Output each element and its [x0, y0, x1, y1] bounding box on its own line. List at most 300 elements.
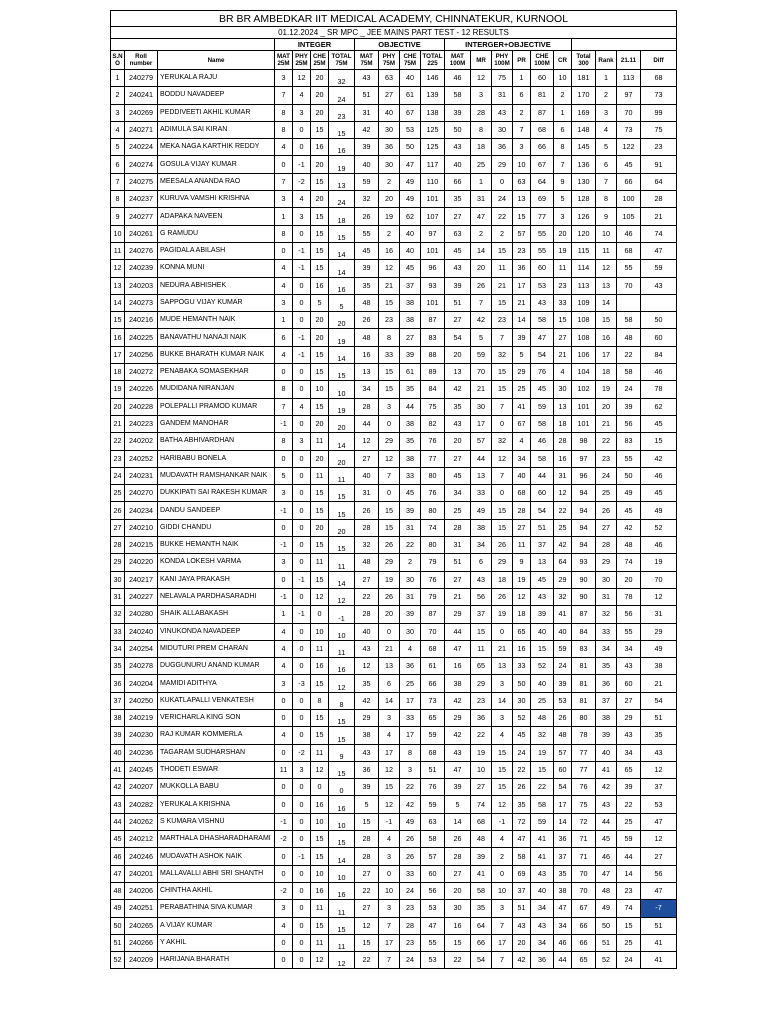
table-cell: 4	[275, 640, 293, 657]
table-cell: 48	[531, 709, 554, 726]
table-cell: 27	[617, 692, 641, 709]
table-cell: 240223	[125, 415, 158, 432]
table-cell: 10	[329, 381, 355, 398]
table-cell: 27	[445, 450, 471, 467]
table-cell: 13	[379, 658, 400, 675]
table-cell: 94	[572, 519, 596, 536]
table-cell: 46	[111, 848, 125, 865]
table-cell: 15	[329, 727, 355, 744]
table-cell: 66	[617, 173, 641, 190]
table-cell: 50	[513, 675, 531, 692]
table-cell: 27	[355, 450, 379, 467]
table-cell: 43	[513, 917, 531, 934]
table-cell: 32	[492, 433, 513, 450]
table-cell: 19	[329, 156, 355, 173]
table-row	[111, 623, 677, 640]
table-cell: 20	[311, 519, 329, 536]
table-cell: 34	[617, 744, 641, 761]
table-cell: 27	[111, 519, 125, 536]
table-cell: 0	[293, 312, 311, 329]
table-cell: 49	[400, 813, 421, 830]
table-cell: 43	[445, 139, 471, 156]
table-cell: 46	[531, 433, 554, 450]
student-name-cell: KANI JAYA PRAKASH	[158, 571, 275, 588]
table-cell: 18	[596, 364, 617, 381]
table-cell: 22	[513, 761, 531, 778]
table-cell: 21	[445, 588, 471, 605]
table-cell: 0	[293, 502, 311, 519]
table-cell: 4	[275, 260, 293, 277]
table-cell: 15	[311, 571, 329, 588]
table-cell: 9	[554, 173, 572, 190]
table-cell: 4	[513, 433, 531, 450]
student-name-cell: GIDDI CHANDU	[158, 519, 275, 536]
table-cell: 16	[513, 640, 531, 657]
table-cell: 0	[293, 277, 311, 294]
table-cell: 41	[596, 761, 617, 778]
table-cell: 0	[275, 779, 293, 796]
table-cell: 15	[492, 294, 513, 311]
table-cell: 0	[492, 173, 513, 190]
table-cell: 28	[513, 502, 531, 519]
table-cell: 12	[641, 761, 677, 778]
table-cell: 39	[355, 139, 379, 156]
table-cell: 76	[421, 571, 445, 588]
table-cell: 45	[445, 467, 471, 484]
table-cell: 27	[400, 329, 421, 346]
table-cell: 43	[111, 796, 125, 813]
table-cell: 117	[421, 156, 445, 173]
table-cell: 240245	[125, 761, 158, 778]
table-cell: 24	[329, 191, 355, 208]
table-cell: 51	[421, 761, 445, 778]
table-cell: 37	[596, 692, 617, 709]
table-cell: 48	[554, 727, 572, 744]
table-cell: 29	[492, 554, 513, 571]
column-header: CR	[554, 51, 572, 70]
column-header: PHY 100M	[492, 51, 513, 70]
table-cell: 3	[471, 87, 492, 104]
table-cell: 49	[111, 900, 125, 917]
table-cell: 0	[311, 606, 329, 623]
table-cell: 0	[293, 554, 311, 571]
table-cell: 27	[596, 519, 617, 536]
table-cell: 38	[355, 727, 379, 744]
table-cell: 4	[293, 87, 311, 104]
table-cell: 63	[513, 173, 531, 190]
table-cell: 15	[329, 537, 355, 554]
table-cell: 46	[554, 934, 572, 951]
table-cell: 240252	[125, 450, 158, 467]
table-cell: 26	[355, 502, 379, 519]
table-cell: 47	[421, 917, 445, 934]
table-cell: 51	[596, 934, 617, 951]
table-cell: 23	[400, 900, 421, 917]
table-row	[111, 191, 677, 208]
table-cell: 48	[355, 554, 379, 571]
table-cell: 15	[471, 623, 492, 640]
table-cell: 36	[531, 952, 554, 969]
group-integer: INTEGER	[275, 39, 355, 51]
student-name-cell: BODDU NAVADEEP	[158, 87, 275, 104]
table-cell: 44	[596, 813, 617, 830]
table-cell: 4	[400, 640, 421, 657]
table-cell: 3	[492, 709, 513, 726]
table-cell: 3	[379, 900, 400, 917]
table-cell: 15	[311, 831, 329, 848]
table-cell: 43	[445, 744, 471, 761]
table-cell: 43	[471, 571, 492, 588]
table-cell: 40	[111, 744, 125, 761]
table-cell: 82	[421, 415, 445, 432]
table-cell: 240219	[125, 709, 158, 726]
table-cell: 13	[531, 554, 554, 571]
table-cell: 30	[400, 623, 421, 640]
table-cell: 15	[379, 519, 400, 536]
table-cell: 51	[513, 900, 531, 917]
table-cell: 23	[596, 450, 617, 467]
table-cell: 44	[531, 467, 554, 484]
table-cell: 12	[492, 450, 513, 467]
table-cell: 16	[311, 658, 329, 675]
table-cell: 15	[329, 121, 355, 138]
table-cell: 0	[293, 381, 311, 398]
column-header: Diff	[641, 51, 677, 70]
table-row	[111, 485, 677, 502]
table-cell: 12	[379, 260, 400, 277]
table-cell: 240207	[125, 779, 158, 796]
table-cell: 15	[617, 917, 641, 934]
table-row	[111, 709, 677, 726]
results-table	[110, 10, 677, 969]
column-header: 21.11	[617, 51, 641, 70]
table-row	[111, 70, 677, 87]
table-cell: 240237	[125, 191, 158, 208]
table-cell: 31	[492, 87, 513, 104]
table-cell: 55	[617, 623, 641, 640]
table-cell: 54	[531, 502, 554, 519]
table-cell: 40	[445, 156, 471, 173]
table-cell: 104	[572, 364, 596, 381]
table-cell: 51	[531, 519, 554, 536]
table-cell: 66	[531, 139, 554, 156]
table-cell: 58	[531, 450, 554, 467]
table-cell: 22	[596, 433, 617, 450]
table-cell: 240251	[125, 900, 158, 917]
table-cell: 20	[311, 191, 329, 208]
table-cell: 170	[572, 87, 596, 104]
table-cell: 32	[111, 606, 125, 623]
table-row	[111, 208, 677, 225]
table-cell: 34	[445, 485, 471, 502]
table-cell: 75	[572, 796, 596, 813]
column-header: CHE 25M	[311, 51, 329, 70]
table-cell: 29	[379, 433, 400, 450]
table-cell: 28	[596, 537, 617, 554]
table-cell: 19	[379, 208, 400, 225]
table-cell: 0	[293, 831, 311, 848]
table-cell: 10	[311, 623, 329, 640]
table-cell: 21	[554, 346, 572, 363]
table-cell: -1	[275, 588, 293, 605]
table-cell: 19	[329, 398, 355, 415]
table-cell: 14	[554, 813, 572, 830]
student-name-cell: BUKKE HEMANTH NAIK	[158, 537, 275, 554]
table-cell: 240216	[125, 312, 158, 329]
table-cell: 25	[471, 156, 492, 173]
table-cell: 28	[355, 398, 379, 415]
table-cell: 240228	[125, 398, 158, 415]
table-cell: 6	[275, 329, 293, 346]
table-row	[111, 640, 677, 657]
column-header: MAT 25M	[275, 51, 293, 70]
table-cell: 35	[400, 381, 421, 398]
table-cell: 7	[554, 156, 572, 173]
table-cell: 3	[379, 848, 400, 865]
table-cell: 78	[617, 588, 641, 605]
table-row	[111, 433, 677, 450]
table-cell: 45	[531, 571, 554, 588]
table-cell: 83	[617, 433, 641, 450]
table-cell: 12	[329, 588, 355, 605]
table-cell: 47	[641, 882, 677, 899]
table-cell: 33	[400, 709, 421, 726]
table-cell: -1	[293, 346, 311, 363]
table-cell: 97	[421, 225, 445, 242]
table-cell: 27	[355, 900, 379, 917]
table-cell: 0	[293, 623, 311, 640]
table-cell: 48	[111, 882, 125, 899]
table-cell: 45	[641, 485, 677, 502]
table-cell: 240276	[125, 242, 158, 259]
table-cell: 27	[445, 865, 471, 882]
table-cell: 34	[355, 381, 379, 398]
table-cell: 7	[111, 173, 125, 190]
table-cell: 20	[379, 191, 400, 208]
table-cell: 43	[355, 640, 379, 657]
table-cell: 35	[445, 191, 471, 208]
table-cell: 240269	[125, 104, 158, 121]
table-cell: -7	[641, 900, 677, 917]
table-cell: 44	[355, 415, 379, 432]
table-cell: 20	[617, 571, 641, 588]
table-cell: 17	[554, 796, 572, 813]
table-cell: 65	[471, 658, 492, 675]
table-cell: 26	[492, 537, 513, 554]
table-cell: 61	[421, 658, 445, 675]
table-cell: 240278	[125, 658, 158, 675]
table-cell: 0	[379, 623, 400, 640]
table-cell: 96	[421, 260, 445, 277]
table-cell: 11	[513, 537, 531, 554]
table-cell: 40	[355, 623, 379, 640]
table-cell: 31	[111, 588, 125, 605]
table-cell: 40	[355, 156, 379, 173]
table-cell: 11	[275, 761, 293, 778]
table-cell: 11	[596, 242, 617, 259]
table-cell: 21	[492, 277, 513, 294]
table-cell: 11	[311, 900, 329, 917]
table-cell: 32	[596, 606, 617, 623]
table-cell: 7	[492, 329, 513, 346]
table-cell: 41	[531, 831, 554, 848]
student-name-cell: ADAPAKA NAVEEN	[158, 208, 275, 225]
student-name-cell: KURUVA VAMSHI KRISHNA	[158, 191, 275, 208]
table-cell: 15	[329, 485, 355, 502]
column-header: CHE 100M	[531, 51, 554, 70]
table-cell: 40	[379, 104, 400, 121]
table-cell: 30	[513, 692, 531, 709]
table-cell: 8	[275, 121, 293, 138]
table-cell: -2	[275, 882, 293, 899]
table-cell: 30	[492, 121, 513, 138]
student-name-cell: MUDIDANA NIRANJAN	[158, 381, 275, 398]
table-cell: 40	[513, 467, 531, 484]
table-cell: 17	[596, 346, 617, 363]
table-cell: 5	[329, 294, 355, 311]
table-cell: 51	[641, 917, 677, 934]
table-cell: 32	[355, 191, 379, 208]
table-cell: 43	[445, 415, 471, 432]
table-cell: 25	[617, 813, 641, 830]
table-row	[111, 761, 677, 778]
table-cell: 63	[445, 225, 471, 242]
table-row	[111, 727, 677, 744]
table-cell: 15	[492, 364, 513, 381]
table-cell: 52	[596, 952, 617, 969]
table-cell: 60	[531, 485, 554, 502]
table-cell: 42	[445, 381, 471, 398]
table-row	[111, 364, 677, 381]
table-cell: 130	[572, 173, 596, 190]
table-cell: 77	[421, 450, 445, 467]
table-cell: 25	[554, 519, 572, 536]
table-cell: 49	[400, 191, 421, 208]
table-cell: 7	[596, 173, 617, 190]
table-cell: 49	[596, 900, 617, 917]
table-cell: 12	[355, 433, 379, 450]
table-cell: 38	[400, 450, 421, 467]
table-cell: 33	[471, 485, 492, 502]
table-cell: 80	[421, 502, 445, 519]
table-cell: 22	[617, 346, 641, 363]
table-cell: 72	[513, 813, 531, 830]
table-cell: 34	[531, 900, 554, 917]
table-cell: 10	[311, 813, 329, 830]
table-cell: 0	[293, 865, 311, 882]
table-cell: 30	[596, 571, 617, 588]
table-cell: 29	[617, 709, 641, 726]
table-cell: 60	[554, 761, 572, 778]
table-cell: 27	[641, 848, 677, 865]
table-cell: 53	[531, 277, 554, 294]
table-cell: 4	[275, 346, 293, 363]
table-cell	[617, 294, 641, 311]
table-cell: 14	[617, 865, 641, 882]
table-cell: 42	[471, 312, 492, 329]
table-cell: 6	[111, 156, 125, 173]
table-cell: 23	[400, 934, 421, 951]
table-cell: 240240	[125, 623, 158, 640]
table-cell: 26	[355, 208, 379, 225]
table-cell: 38	[400, 312, 421, 329]
table-cell: 3	[275, 294, 293, 311]
column-header: Name	[158, 51, 275, 70]
table-cell: 76	[531, 364, 554, 381]
table-cell: 38	[111, 709, 125, 726]
table-cell: 33	[111, 623, 125, 640]
table-cell: 11	[329, 900, 355, 917]
table-cell: 51	[111, 934, 125, 951]
table-cell: -1	[293, 848, 311, 865]
table-cell: 88	[421, 346, 445, 363]
table-cell: 27	[554, 329, 572, 346]
table-cell: 11	[329, 640, 355, 657]
table-cell: 136	[572, 156, 596, 173]
table-cell: 4	[275, 917, 293, 934]
table-cell: 4	[379, 727, 400, 744]
table-cell: 13	[471, 467, 492, 484]
table-cell: 2	[400, 554, 421, 571]
student-name-cell: S KUMARA VISHNU	[158, 813, 275, 830]
table-cell: 3	[513, 139, 531, 156]
table-cell: 15	[311, 485, 329, 502]
table-cell: 67	[531, 156, 554, 173]
table-cell: 240202	[125, 433, 158, 450]
table-cell: 68	[421, 640, 445, 657]
table-cell: 19	[513, 571, 531, 588]
table-cell: 84	[641, 346, 677, 363]
table-cell: 10	[329, 813, 355, 830]
table-cell: 54	[471, 952, 492, 969]
table-cell: 11	[311, 554, 329, 571]
table-cell: 39	[400, 606, 421, 623]
table-cell: 68	[641, 70, 677, 87]
table-cell: 5	[275, 467, 293, 484]
table-cell: 9	[596, 208, 617, 225]
table-cell: 80	[421, 537, 445, 554]
student-name-cell: KONDA LOKESH VARMA	[158, 554, 275, 571]
table-cell: 28	[471, 104, 492, 121]
table-row	[111, 225, 677, 242]
table-cell: 12	[329, 675, 355, 692]
table-cell: -1	[275, 537, 293, 554]
table-cell: 35	[471, 900, 492, 917]
table-cell: 58	[531, 415, 554, 432]
table-cell: 43	[596, 796, 617, 813]
table-cell: 48	[617, 537, 641, 554]
student-name-cell: CHINTHA AKHIL	[158, 882, 275, 899]
student-name-cell: HARIJANA BHARATH	[158, 952, 275, 969]
table-cell: 1	[596, 70, 617, 87]
table-cell: 96	[572, 467, 596, 484]
table-cell: 43	[531, 917, 554, 934]
table-cell: 20	[379, 606, 400, 623]
table-cell: 21	[596, 415, 617, 432]
table-cell: 15	[311, 173, 329, 190]
table-cell: 69	[513, 865, 531, 882]
table-cell: 240203	[125, 277, 158, 294]
table-cell: 15	[492, 502, 513, 519]
student-name-cell: DANDU SANDEEP	[158, 502, 275, 519]
table-cell: -1	[293, 329, 311, 346]
table-cell: 240204	[125, 675, 158, 692]
table-cell: 70	[617, 277, 641, 294]
table-cell: 39	[617, 779, 641, 796]
table-cell: 240270	[125, 485, 158, 502]
table-cell: 24	[111, 467, 125, 484]
table-cell: 25	[111, 485, 125, 502]
